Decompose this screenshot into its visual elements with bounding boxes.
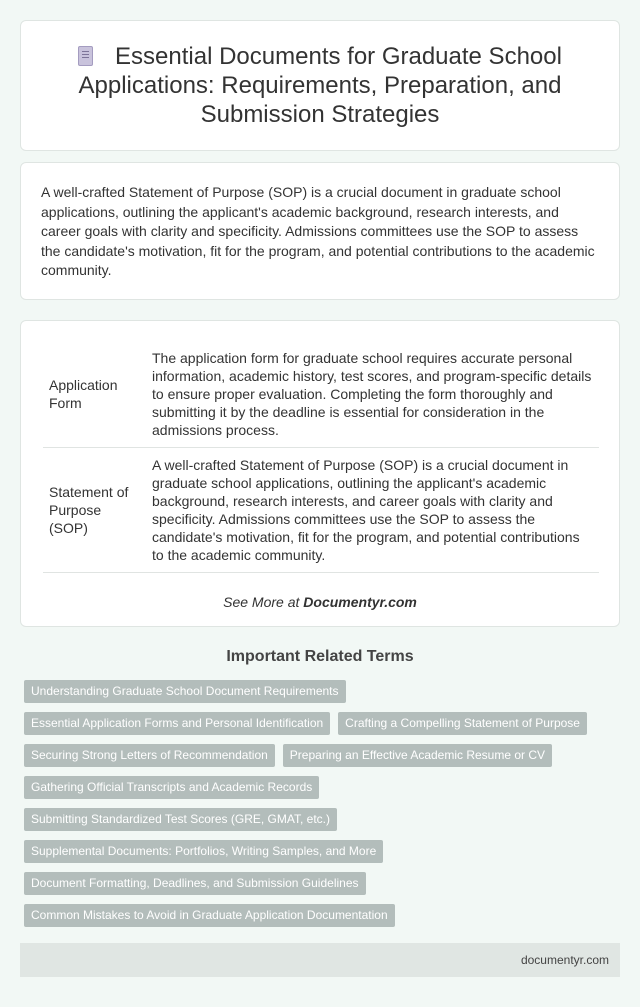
related-term-tag[interactable]: Document Formatting, Deadlines, and Submission Guidelines — [24, 872, 366, 895]
summary-card — [20, 162, 620, 300]
description-cell: The application form for graduate school requires accurate personal information, academic history, test scores, and program-specific details to ensure proper evaluation. Completing the form thoroughly and submitting it by the deadline is essential for consideration in the admissions process. — [144, 341, 599, 448]
see-more-prefix: See More at — [223, 594, 304, 610]
footer — [20, 943, 620, 977]
related-term-tag[interactable]: Common Mistakes to Avoid in Graduate Application Documentation — [24, 904, 395, 927]
related-terms-list — [24, 680, 616, 927]
description-cell: A well-crafted Statement of Purpose (SOP) is a crucial document in graduate school applications, outlining the applicant's academic background, research interests, and career goals with clarity and specificity. Admissions committees use the SOP to assess the candidate's motivation, fit for the program, and potential contributions to the academic community. — [144, 448, 599, 573]
related-term-tag[interactable]: Securing Strong Letters of Recommendation — [24, 744, 275, 767]
footer-site-link[interactable]: documentyr.com — [520, 953, 609, 967]
documents-table — [43, 341, 599, 573]
related-term-tag[interactable]: Essential Application Forms and Personal Identification — [24, 712, 330, 735]
term-cell: Statement of Purpose (SOP) — [43, 448, 144, 573]
documents-table-card — [20, 320, 620, 627]
related-term-tag[interactable]: Submitting Standardized Test Scores (GRE, GMAT, etc.) — [24, 808, 337, 831]
term-cell: Application Form — [43, 341, 144, 448]
see-more-link[interactable]: Documentyr.com — [303, 594, 417, 610]
table-row — [43, 341, 599, 448]
document-icon — [78, 46, 93, 66]
summary-text: A well-crafted Statement of Purpose (SOP) is a crucial document in graduate school applications, outlining the applicant's academic background, research interests, and career goals with clarity and specificity. Admissions committees use the SOP to assess the candidate's motivation, fit for the program, and potential contributions to the academic community. — [41, 184, 595, 278]
related-term-tag[interactable]: Crafting a Compelling Statement of Purpose — [338, 712, 587, 735]
see-more — [43, 594, 597, 610]
page-title — [57, 42, 583, 129]
related-term-tag[interactable]: Preparing an Effective Academic Resume or CV — [283, 744, 552, 767]
page-title-text: Essential Documents for Graduate School Applications: Requirements, Preparation, and Submission Strategies — [78, 43, 562, 128]
title-card — [20, 20, 620, 151]
related-terms-title: Important Related Terms — [226, 648, 414, 665]
related-term-tag[interactable]: Supplemental Documents: Portfolios, Writing Samples, and More — [24, 840, 383, 863]
table-row — [43, 448, 599, 573]
related-term-tag[interactable]: Gathering Official Transcripts and Academic Records — [24, 776, 319, 799]
related-term-tag[interactable]: Understanding Graduate School Document Requirements — [24, 680, 346, 703]
